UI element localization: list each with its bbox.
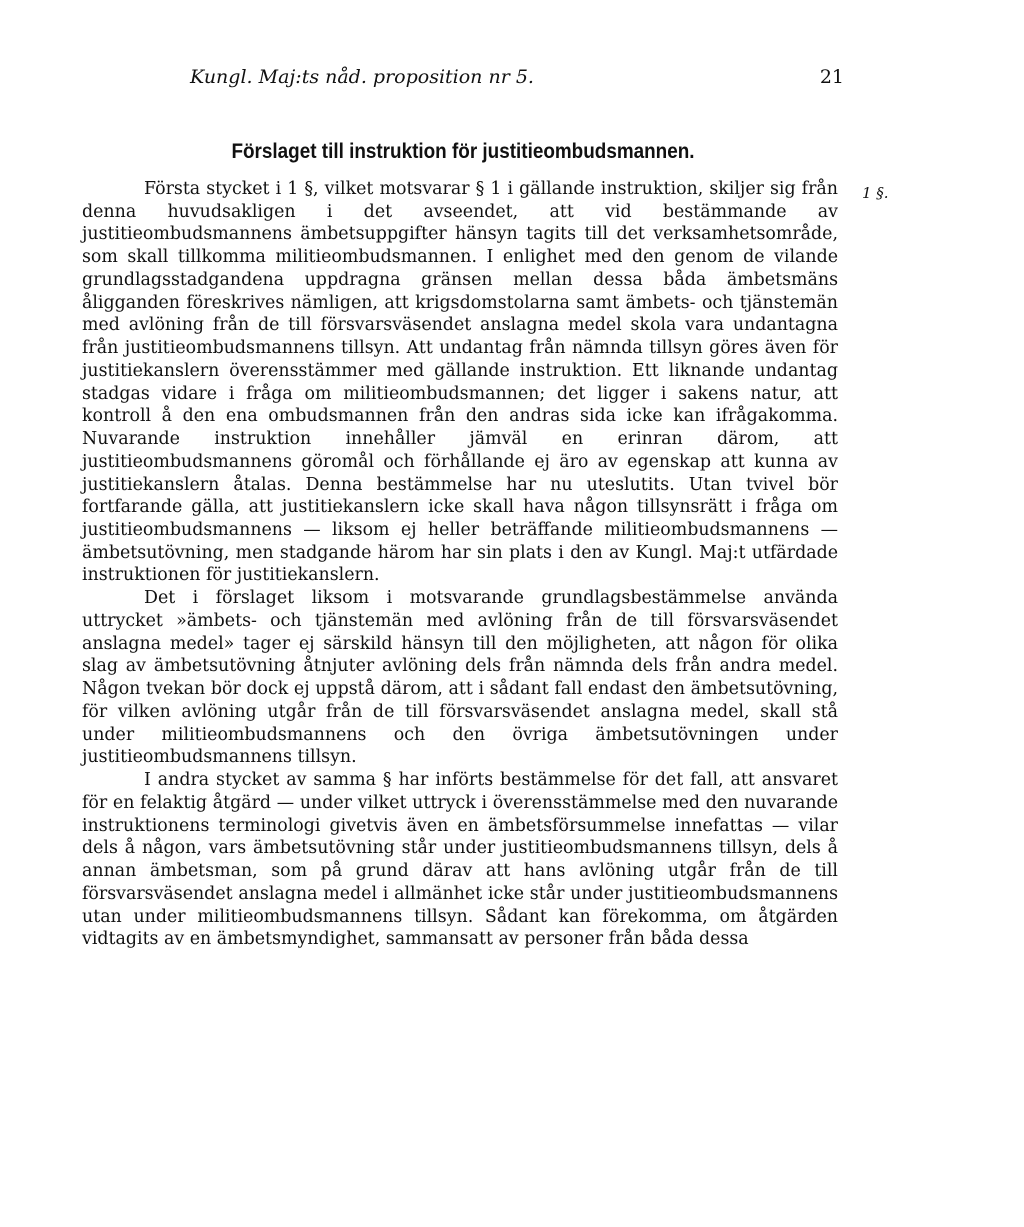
running-head <box>82 66 844 96</box>
paragraph-3: I andra stycket av samma § har införts bestämmelse för det fall, att ansvaret för en felaktig åtgärd — under vilket uttryck i överensstämmelse med den nuvarande instruktionens terminologi givetvis även en ämbetsförsummelse innefattas — vilar dels å någon, vars ämbetsutövning står under justitieombudsmannens tillsyn, dels å annan ämbetsman, som på grund därav att hans avlöning utgår från de till försvarsväsendet anslagna medel i allmänhet icke står under justitieombudsmannens utan under militieombudsmannens tillsyn. Sådant kan förekomma, om åtgärden vidtagits av en ämbetsmyndighet, sammansatt av personer från båda dessa <box>82 770 838 950</box>
body-text <box>82 178 838 951</box>
paragraph-1: Första stycket i 1 §, vilket motsvarar § 1 i gällande instruktion, skiljer sig från denna huvudsakligen i det avseendet, att vid bestämmande av justitieombudsmannens ämbetsuppgifter hänsyn tagits till det verksamhetsområde, som skall tillkomma militieombudsmannen. I enlighet med den genom de vilande grundlagsstadgandena uppdragna gränsen mellan dessa båda ämbetsmäns åligganden föreskrives nämligen, att krigsdomstolarna samt ämbets- och tjänstemän med avlöning från de till försvarsväsendet anslagna medel skola vara undantagna från justitieombudsmannens tillsyn. Att undantag från nämnda tillsyn göres även för justitiekanslern överensstämmer med gällande instruktion. Ett liknande undantag stadgas vidare i fråga om militieombudsmannen; det ligger i sakens natur, att kontroll å den ena ombudsmannen från den andras sida icke kan ifrågakomma. Nuvarande instruktion innehåller jämväl en erinran därom, att justitieombudsmannens göromål och förhållande ej äro av egenskap att kunna av justitiekanslern åtalas. Denna bestämmelse har nu uteslutits. Utan tvivel bör fortfarande gälla, att justitiekanslern icke skall hava någon tillsynsrätt i fråga om justitieombudsmannens — liksom ej heller beträffande militieombudsmannens — ämbetsutövning, men stadgande härom har sin plats i den av Kungl. Maj:t utfärdade instruktionen för justitiekanslern. <box>82 179 838 586</box>
page-number: 21 <box>819 66 844 88</box>
section-heading: Förslaget till instruktion för justitieombudsmannen. <box>231 140 695 163</box>
paragraph-2: Det i förslaget liksom i motsvarande grundlagsbestämmelse använda uttrycket »ämbets- och tjänstemän med avlöning från de till försvarsväsendet anslagna medel» tager ej särskild hänsyn till den möjligheten, att någon för olika slag av ämbetsutövning åtnjuter avlöning dels från nämnda dels från andra medel. Någon tvekan bör dock ej uppstå därom, att i sådant fall endast den ämbetsutövning, för vilken avlöning utgår från de till försvarsväsendet anslagna medel, skall stå under militieombudsmannens och den övriga ämbetsutövningen under justitieombudsmannens tillsyn. <box>82 588 838 768</box>
margin-note: 1 §. <box>862 184 889 202</box>
running-title: Kungl. Maj:ts nåd. proposition nr 5. <box>190 66 534 88</box>
